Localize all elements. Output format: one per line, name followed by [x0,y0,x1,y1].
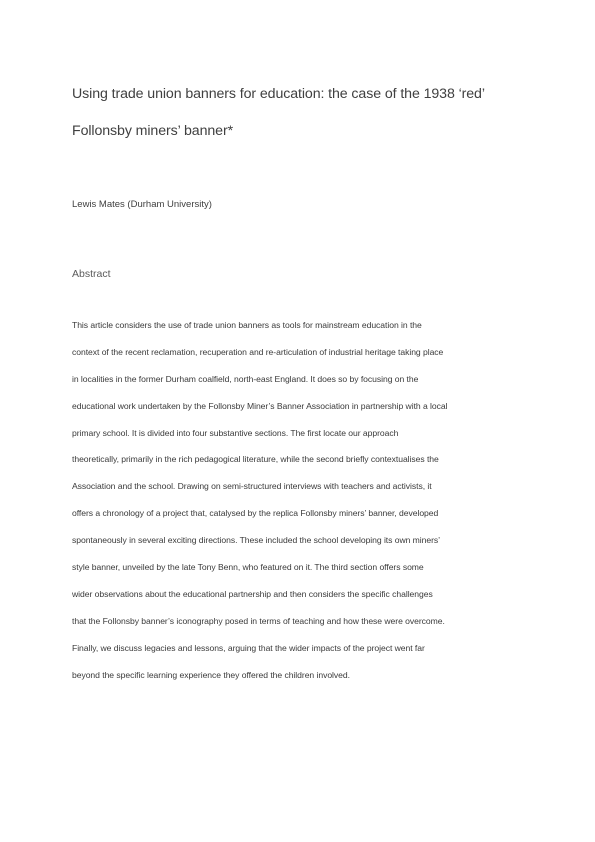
abstract-heading: Abstract [72,268,111,280]
abstract-line: This article considers the use of trade union banners as tools for mainstream education in the [72,320,422,330]
abstract-line: context of the recent reclamation, recuperation and re-articulation of industrial heritage taking place [72,346,444,357]
abstract-line: educational work undertaken by the Follonsby Miner’s Banner Association in partnership with a local [72,400,448,411]
abstract-line: Finally, we discuss legacies and lessons, arguing that the wider impacts of the project went far [72,642,425,653]
author-affiliation: Lewis Mates (Durham University) [72,199,212,210]
abstract-line: primary school. It is divided into four substantive sections. The first locate our approach [72,427,399,438]
abstract-line: offers a chronology of a project that, catalysed by the replica Follonsby miners’ banner, developed [72,508,439,519]
abstract-line: spontaneously in several exciting directions. These included the school developing its own miners’ [72,535,441,546]
abstract-line: beyond the specific learning experience they offered the children involved. [72,669,350,680]
abstract-line: in localities in the former Durham coalfield, north-east England. It does so by focusing on the [72,373,419,384]
abstract-line: that the Follonsby banner’s iconography posed in terms of teaching and how these were overcome. [72,615,445,626]
article-title-line-2: Follonsby miners’ banner* [72,123,233,139]
article-title-line-1: Using trade union banners for education: the case of the 1938 ‘red’ [72,86,485,102]
abstract-line: style banner, unveiled by the late Tony Benn, who featured on it. The third section offers some [72,562,424,573]
abstract-line: Association and the school. Drawing on semi-structured interviews with teachers and activists, it [72,481,432,492]
abstract-line: wider observations about the educational partnership and then considers the specific challenges [72,588,433,599]
abstract-body [72,318,532,694]
abstract-line: theoretically, primarily in the rich pedagogical literature, while the second briefly contextualises the [72,454,439,465]
